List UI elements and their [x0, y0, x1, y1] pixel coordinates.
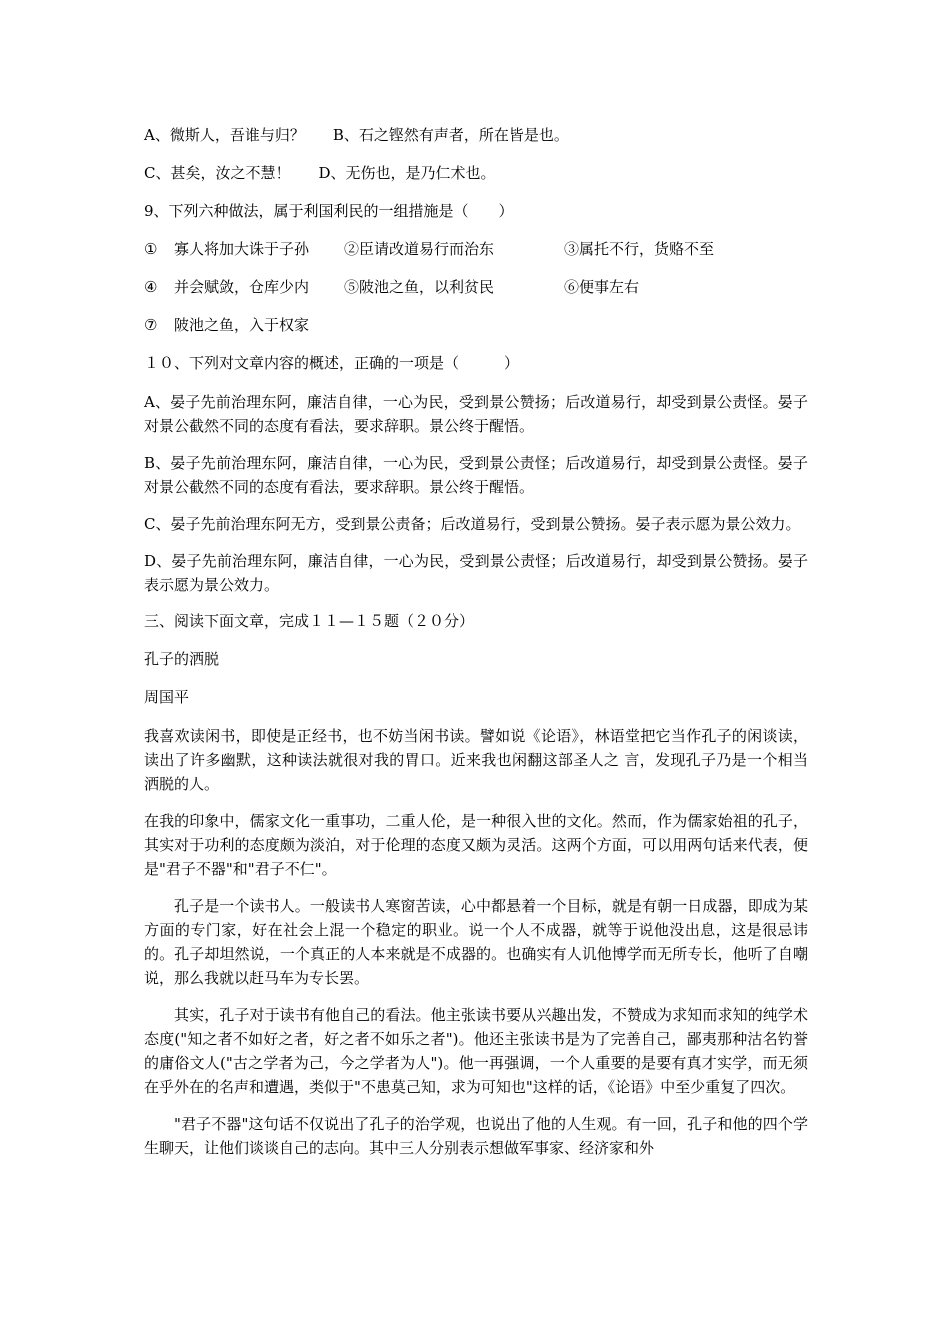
document-page [144, 124, 808, 1173]
item-text: 并会赋敛，仓库少内 [174, 278, 310, 296]
item-text: 陂池之鱼，入于权家 [174, 316, 310, 334]
item-text: 陂池之鱼，以利贫民 [359, 278, 495, 296]
item-number: ① [144, 240, 158, 258]
article-title: 孔子的洒脱 [144, 650, 220, 668]
q9-items-row-2 [144, 276, 808, 299]
item-text: 臣请改道易行而治东 [359, 240, 495, 258]
article-paragraph: 其实，孔子对于读书有他自己的看法。他主张读书要从兴趣出发，不赞成为求知而求知的纯学术态度("知之者不如好之者，好之者不如乐之者")。他还主张读书是为了完善自己，鄙夷那种沽名钓誉的庸俗文人("古之学者为己，今之学者为人")。他一再强调，一个人重要的是要有真才实学，而无须在乎外在的名声和遭遇，类似于"不患莫己知，求为可知也"这样的话，《论语》中至少重复了四次。 [144, 1006, 808, 1096]
item-number: ⑤ [344, 278, 360, 296]
q8-options-row-2 [144, 162, 808, 185]
q10-option-b: B、晏子先前治理东阿，廉洁自律，一心为民，受到景公责怪；后改道易行，却受到景公责怪。晏子对景公截然不同的态度有看法，要求辞职。景公终于醒悟。 [144, 454, 808, 496]
q10-option-a: A、晏子先前治理东阿，廉洁自律，一心为民，受到景公赞扬；后改道易行，却受到景公责怪。晏子对景公截然不同的态度有看法，要求辞职。景公终于醒悟。 [144, 393, 808, 435]
item-number: ③ [564, 240, 580, 258]
option-d: D、无伤也，是乃仁术也。 [318, 164, 496, 182]
q9-items-row-3 [144, 314, 808, 337]
article-author: 周国平 [144, 688, 190, 706]
item-number: ② [344, 240, 360, 258]
item-number: ④ [144, 278, 158, 296]
item-text: 便事左右 [579, 278, 640, 296]
q10-option-c: C、晏子先前治理东阿无方，受到景公责备；后改道易行，受到景公赞扬。晏子表示愿为景公效力。 [144, 515, 801, 533]
question-9-stem: 9、下列六种做法，属于利国利民的一组措施是（ ） [144, 202, 514, 220]
article-paragraph: 孔子是一个读书人。一般读书人寒窗苦读，心中都悬着一个目标，就是有朝一日成器，即成为某方面的专门家，好在社会上混一个稳定的职业。说一个人不成器，就等于说他没出息，这是很忌讳的。孔子却坦然说，一个真正的人本来就是不成器的。也确实有人讥他博学而无所专长，他听了自嘲说，那么我就以赶马车为专长罢。 [144, 897, 808, 987]
item-text: 属托不行，货赂不至 [579, 240, 715, 258]
item-text: 寡人将加大诛于子孙 [174, 240, 310, 258]
q8-options-row-1 [144, 124, 808, 147]
section-3-heading: 三、阅读下面文章，完成１１—１５题（２０分） [144, 612, 475, 630]
question-10-stem: １０、下列对文章内容的概述，正确的一项是（ ） [144, 354, 520, 372]
item-number: ⑦ [144, 316, 158, 334]
article-paragraph: 在我的印象中，儒家文化一重事功，二重人伦，是一种很入世的文化。然而，作为儒家始祖的孔子，其实对于功利的态度颇为淡泊，对于伦理的态度又颇为灵活。这两个方面，可以用两句话来代表，便是"君子不器"和"君子不仁"。 [144, 812, 808, 878]
option-c: C、甚矣，汝之不慧！ [144, 164, 291, 182]
article-paragraph: 我喜欢读闲书，即使是正经书，也不妨当闲书读。譬如说《论语》，林语堂把它当作孔子的闲谈读，读出了许多幽默，这种读法就很对我的胃口。近来我也闲翻这部圣人之 言，发现孔子乃是一个相当洒脱的人。 [144, 727, 808, 793]
option-a: A、微斯人，吾谁与归？ [144, 126, 305, 144]
item-number: ⑥ [564, 278, 580, 296]
q10-option-d: D、晏子先前治理东阿，廉洁自律，一心为民，受到景公责怪；后改道易行，却受到景公赞扬。晏子表示愿为景公效力。 [144, 552, 808, 594]
article-paragraph: "君子不器"这句话不仅说出了孔子的治学观，也说出了他的人生观。有一回，孔子和他的四个学生聊天，让他们谈谈自己的志向。其中三人分别表示想做军事家、经济家和外 [144, 1115, 808, 1157]
option-b: B、石之铿然有声者，所在皆是也。 [332, 126, 569, 144]
q9-items-row-1 [144, 238, 808, 261]
